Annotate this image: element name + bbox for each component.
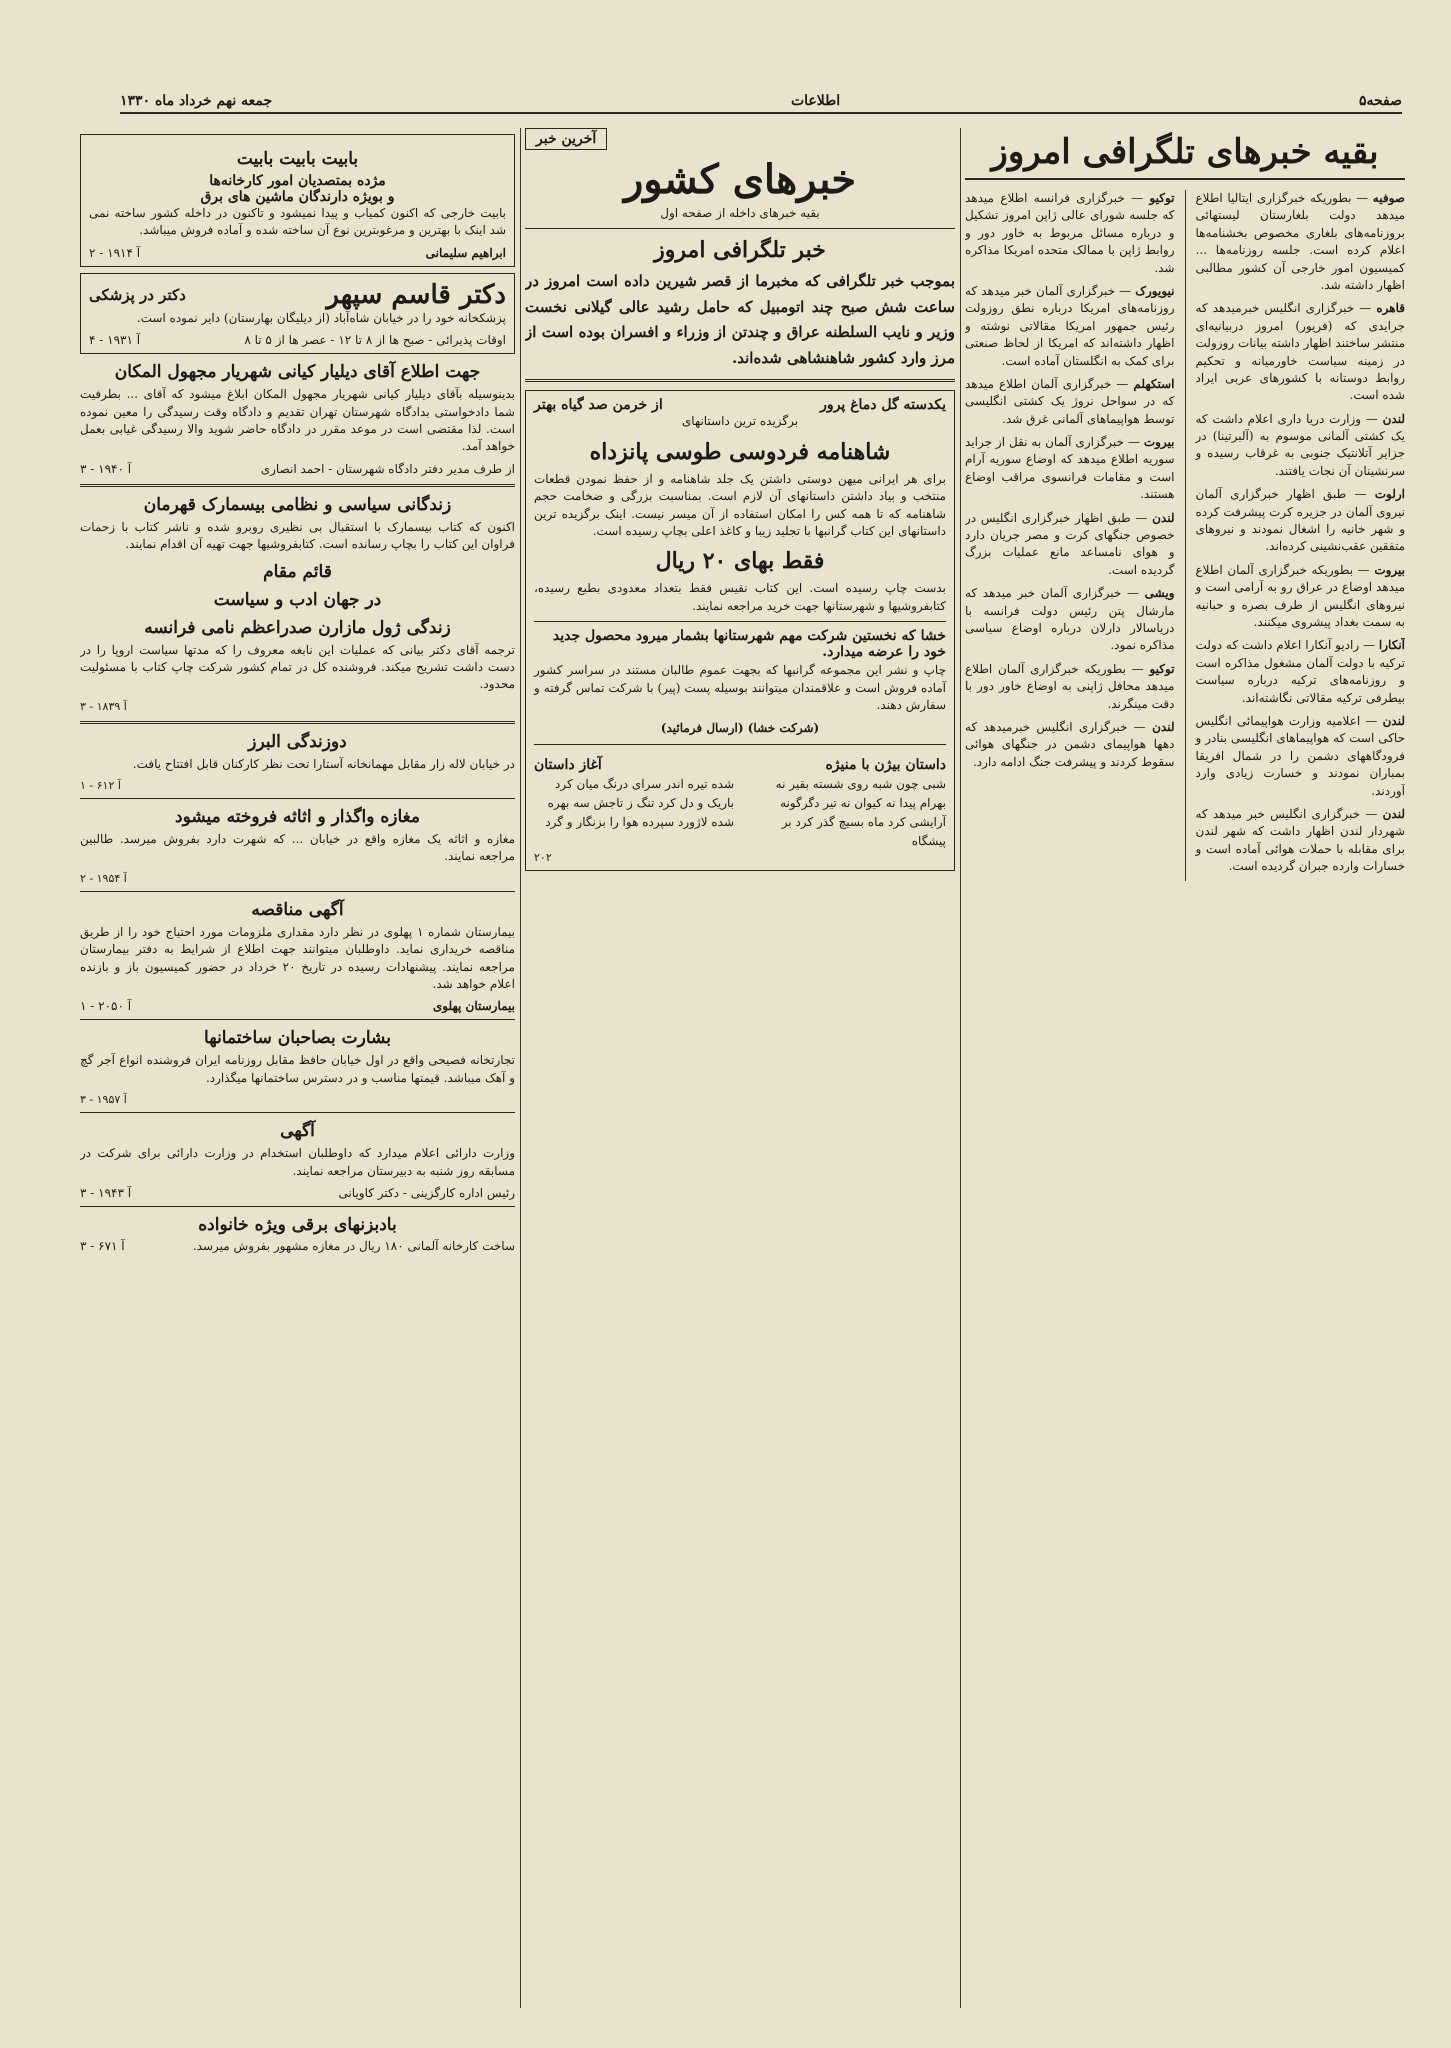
dateline: استکهلم (1133, 376, 1175, 391)
news-item: توکیو — خبرگزاری فرانسه اطلاع میدهد که جلسه شورای عالی ژاپن امروز تشکیل و درباره مسائل مربوط به خاور دور و روابط ژاپن با ممالک متحده امریکا مذاکره شد. (965, 191, 1175, 275)
notice-title: جهت اطلاع آقای دیلیار کیانی شهریار مجهول المکان (114, 362, 481, 383)
dateline: لندن (1152, 719, 1175, 734)
ad2-address: (شرکت خشا) (ارسال فرمائید) (660, 721, 820, 736)
dateline: توکیو (1149, 661, 1175, 676)
dateline: ویشی (1144, 586, 1175, 601)
dateline: لندن (1152, 510, 1175, 525)
book-title: زندگانی سیاسی و نظامی بیسمارک قهرمان (143, 494, 452, 515)
babbitt-sign: ابراهیم سلیمانی (425, 245, 506, 260)
notice2-text: وزارت دارائی اعلام میدارد که داوطلبان استخدام در وزارت دارائی برای شرکت در مسابقه روز شنبه به دبیرستان مراجعه نمایند. (80, 1146, 515, 1178)
poem-right: شبی چون شبه روی شسته بقیر نه بهرام پیدا نه کیوان نه تیر دگرگونه آرایشی کرد ماه بسیچ گذر کرد بر پیشگاه (775, 776, 946, 849)
news-item: لندن — وزارت دریا داری اعلام داشت که یک کشتی آلمانی موسوم به (آلبرتینا) در جزایر آتلانتیک جنوبی به غرقاب رسیده و سرنشینان آن نجات یافتند. (1195, 411, 1405, 478)
ad-title: شاهنامه فردوسی طوسی پانزداه (589, 438, 891, 465)
section-subtitle: بقیه خبرهای داخله از صفحه اول (660, 206, 820, 220)
news-item: استکهلم — خبرگزاری آلمان اطلاع میدهد که در سواحل نروژ یک کشتی انگلیسی توسط هواپیماهای آلمانی غرق شد. (965, 376, 1175, 426)
dateline: لندن (1382, 713, 1405, 728)
tailor-code: آ ۶۱۲ - ۱ (80, 779, 121, 793)
tender-title: آگهی مناقصه (251, 899, 344, 920)
book-text-2: ترجمه آقای دکتر بیانی که عملیات این نابغه معروف را که مدتها سیاست اروپا را در دست داشت تشریح میکند. فروشنده کل در تمام کشور شرکت چاپ کتاب با مسئولیت محدود. (80, 642, 515, 692)
babbitt-code: آ ۱۹۱۴ - ۲ (89, 245, 141, 260)
dateline: ارلوت (1374, 487, 1405, 502)
news-item: لندن — خبرگزاری انگلیس خبرمیدهد که دهها هواپیمای دشمن در جنگهای هوائی سقوط کردند و پیشرفت جنگ ادامه دارد. (965, 719, 1175, 769)
doctor-address: پزشکخانه خود را در خیابان شاه‌آباد (از دیلیگان بهارستان) دایر نموده است. (136, 310, 506, 325)
ad2-text: چاپ و نشر این مجموعه گرانبها که بجهت عموم طالبان مستند در سراسر کشور آماده فروش است و علاقمندان میتوانند بوسیله پست (پیر) با شرکت تماس گرفته و سفارش دهند. (534, 663, 946, 712)
dateline: لندن (1382, 806, 1405, 821)
tender-text: بیمارستان شماره ۱ پهلوی در نظر دارد مقداری ملزومات مورد احتیاج خود را از طریق مناقصه خریداری نماید. داوطلبان میتوانند جهت اطلاع از شرایط به دفتر بیمارستان مراجعه نمایند. پیشنهادات رسیده در تاریخ ۲۰ خرداد در حضور کمیسیون باز و بازنده اعلام خواهد شد. (80, 924, 515, 992)
good-news-title: بشارت بصاحبان ساختمانها (204, 1028, 391, 1049)
news-item: ارلوت — طبق اظهار خبرگزاری آلمان نیروی آلمان در جزیره کرت پیشرفت کرده و شهر خانیه را اشغال نمودند و نیروهای متفقین عقب‌نشینی کرده‌اند. (1195, 487, 1405, 554)
good-news-text: تجارتخانه فصیحی واقع در اول خیابان حافظ مقابل روزنامه ایران فروشنده انواع آجر گچ و آهک میباشد. قیمتها مناسب و در دسترس ساختمانها میگذارد. (80, 1053, 515, 1085)
babbitt-title: بابیت بابیت بابیت (236, 149, 359, 169)
news-item: بیروت — خبرگزاری آلمان به نقل از جراید سوریه اطلاع میدهد که اوضاع سوریه آرام است و مقامات فرانسوی مراقب اوضاع هستند. (965, 435, 1175, 502)
tailor-text: در خیابان لاله زار مقابل مهمانخانه آستارا تحت نظر کارکنان قابل افتتاح یافت. (132, 756, 515, 771)
dateline: قاهره (1376, 301, 1405, 316)
dateline: لندن (1382, 411, 1405, 426)
poem-block (534, 775, 946, 852)
news-item: قاهره — خبرگزاری انگلیس خبرمیدهد که جرایدی که (فریور) امروز دربیانیه‌ای منتشر ساختند اظهار داشته بیانات روزولت در زمینه سیاست خاورمیانه و تحکیم روابط دوستانه با کشورهای عربی ایراد شده است. (1195, 301, 1405, 403)
book-title-2: قائم مقام (263, 561, 332, 582)
tender-sign: بیمارستان پهلوی (432, 999, 515, 1014)
ad-body: برای هر ایرانی میهن دوستی داشتن یک جلد شاهنامه و از حفظ نمودن قطعات منتخب و بیاد داشتن داستانهای آن لازم است. بمناسبت بزرگی و ضخامت حجم شاهنامه که تا همه کس را امکان استفاده از آن میسر نیست. اینک برگزیده ترین داستانهای این کتاب گرانبها با تجلید زیبا و کاغذ اعلی بچاپ رسیده است. (534, 471, 946, 538)
ad-code: ۲۰۲ (534, 851, 552, 865)
right-section-title: بقیه خبرهای تلگرافی امروز (965, 132, 1405, 180)
notice2-code: آ ۱۹۴۳ - ۳ (80, 1185, 132, 1200)
doctor-name: دکتر قاسم سپهر (326, 279, 506, 310)
notice-code: آ ۱۹۴۰ - ۳ (80, 461, 132, 476)
latest-news-tag: آخرین خبر (525, 128, 607, 150)
book-code: آ ۱۸۳۹ - ۳ (80, 699, 127, 713)
ad2-title: خشا که نخستین شرکت مهم شهرستانها بشمار میرود محصول جدید خود را عرضه میدارد. (552, 628, 946, 661)
notice2-sign: رئیس اداره کارگزینی - دکتر کاویانی (338, 1185, 515, 1200)
poem-title-left: آغاز داستان (534, 756, 602, 773)
shop-title: مغازه واگذار و اثاثه فروخته میشود (175, 807, 420, 828)
ad-slogan-left: از خرمن صد گیاه بهتر (534, 397, 663, 414)
right-subcolumn-b (965, 190, 1175, 881)
right-column (965, 128, 1405, 2008)
babbitt-sub2: و بویژه دارندگان ماشین های برق (200, 189, 395, 205)
shop-code: آ ۱۹۵۴ - ۲ (80, 871, 127, 885)
masthead (120, 90, 1402, 114)
news-item: توکیو — بطوریکه خبرگزاری آلمان اطلاع میدهد محافل ژاپنی به اوضاع خاور دور با دقت مینگرند. (965, 661, 1175, 711)
book-title-3: در جهان ادب و سیاست (213, 589, 382, 610)
shop-text: مغازه و اثاثه یک مغازه واقع در خیابان ... که شهرت دارد بفروش میرسد. طالبین مراجعه نمایند. (80, 832, 515, 864)
notice2-title: آگهی (280, 1121, 315, 1142)
fans-title: بادبزنهای برقی ویژه خانواده (198, 1214, 397, 1235)
news-item: آنکارا — رادیو آنکارا اعلام داشت که دولت ترکیه با دولت آلمان مشغول مذاکره است و روزنامه‌های ترکیه درباره سیاست بیطرفی ترکیه مقالاتی نگاشته‌اند. (1195, 638, 1405, 705)
news-item: لندن — خبرگزاری انگلیس خبر میدهد که شهردار لندن اظهار داشت که شهر لندن برای مقابله با حملات هوائی آماده است و خسارات وارده جبران گردیده است. (1195, 806, 1405, 874)
headline: خبر تلگرافی امروز (654, 237, 826, 264)
shahnameh-ad (525, 390, 955, 871)
doctor-code: آ ۱۹۳۱ - ۴ (89, 333, 141, 348)
dateline: توکیو (1149, 191, 1175, 205)
doctor-degree: دکتر در پزشکی (89, 285, 186, 304)
ad-subtitle: برگزیده ترین داستانهای (681, 414, 799, 429)
babbitt-ad (80, 134, 515, 267)
news-item: بیروت — بطوریکه خبرگزاری آلمان اطلاع میدهد اوضاع در عراق رو به آرامی است و نیروهای انگلیس از طرف بصره و حبانیه به سمت بغداد پیشروی میکنند. (1195, 562, 1405, 629)
fans-text: ساخت کارخانه آلمانی ۱۸۰ ریال در مغازه مشهور بفروش میرسد. (192, 1238, 515, 1253)
doctor-ad (80, 273, 515, 354)
news-item: ویشی — خبرگزاری آلمان خبر میدهد که مارشال پتن رئیس دولت فرانسه با دریاسالار دارلان درباره اوضاع سیاسی مذاکره نمود. (965, 586, 1175, 653)
column-rule (520, 128, 521, 2008)
column-rule (960, 128, 961, 2008)
poem-title-right: داستان بیژن با منیژه (825, 756, 946, 773)
dateline: صوفیه (1372, 191, 1405, 205)
right-subcolumn-a (1196, 190, 1406, 881)
news-item: نیویورک — خبرگزاری آلمان خبر میدهد که روزنامه‌های امریکا درباره نطق روزولت رئیس جمهور امریکا مقالاتی نوشته و اظهار داشته‌اند که امریکا از لحاظ صنعتی برای کمک به انگلستان آماده است. (965, 283, 1175, 368)
poem-left: شده تیره اندر سرای درنگ میان کرد باریک و دل کرد تنگ ز تاجش سه بهره شده لاژورد سپرده هوا را بزنگار و گرد (545, 776, 734, 830)
page-label: صفحه۵ (1358, 93, 1402, 109)
good-news-code: آ ۱۹۵۷ - ۳ (80, 1093, 127, 1107)
dateline: آنکارا (1378, 638, 1405, 653)
section-title: خبرهای کشور (623, 156, 857, 203)
lead-paragraph: بموجب خبر تلگرافی که مخبرما از قصر شیرین داده است امروز در ساعت شش صبح چند اتومبیل که حامل رشید عالی گیلانی نخست وزیر و نایب السلطنه عراق و چندتن از وزراء و افسران بوده است از مرز وارد کشور شاهنشاهی شده‌اند. (525, 272, 955, 367)
notice-text: بدینوسیله بآقای دیلیار کیانی شهریار مجهول المکان ابلاغ میشود که آقای ... بطرفیت شما دادخواستی بدادگاه شهرستان تهران تقدیم و دادگاه وقت رسیدگی را معین نموده است. لذا مقتضی است در موعد مقرر در دادگاه حاضر شوید والا رسیدگی غیابی بعمل خواهد آمد. (80, 387, 515, 454)
ad-note: بدست چاپ رسیده است. این کتاب نفیس فقط بتعداد معدودی بطبع رسیده، کتابفروشیها و شهرستانها جهت خرید مراجعه نمایند. (534, 581, 946, 613)
tailor-title: دوزندگی البرز (248, 731, 347, 752)
dateline: بیروت (1374, 562, 1405, 577)
issue-date: جمعه نهم خرداد ماه ۱۳۳۰ (120, 93, 273, 109)
tender-code: آ ۲۰۵۰ - ۱ (80, 999, 132, 1014)
dateline: بیروت (1143, 435, 1175, 450)
news-item: لندن — اعلامیه وزارت هواپیمائی انگلیس حاکی است که هواپیماهای انگلیسی بنادر و فرودگاههای دشمن را در شمال افریقا بمباران نمودند و خسارت زیادی وارد آوردند. (1195, 713, 1405, 798)
dateline: نیویورک (1135, 283, 1175, 298)
ad-price: فقط بهای ۲۰ ریال (655, 548, 825, 575)
middle-column (525, 128, 955, 2008)
news-item: صوفیه — بطوریکه خبرگزاری ایتالیا اطلاع میدهد دولت بلغارستان لیستهائی بروزنامه‌های بلغاری مخصوص بخشنامه‌ها اعلام کرده است. جلسه روزنامه‌ها ... کمیسیون امور خارجی آن کشور مطالبی اظهار داشته شد. (1195, 191, 1405, 292)
book-text: اکنون که کتاب بیسمارک با استقبال بی نظیری روبرو شده و ناشر کتاب با زحمات فراوان این کتاب را بچاپ رسانده است. کتابفروشیها جهت تهیه آن اقدام نمایند. (80, 519, 515, 552)
subcolumn-rule (1185, 190, 1186, 881)
notice-sign: از طرف مدیر دفتر دادگاه شهرستان - احمد انصاری (260, 461, 515, 476)
left-column (80, 128, 515, 2008)
doctor-hours: اوقات پذیرائی - صبح ها از ۸ تا ۱۲ - عصر ها از ۵ تا ۸ (244, 333, 506, 348)
book-title-4: زندگی ژول مازارن صدراعظم نامی فرانسه (144, 617, 451, 638)
babbitt-sub1: مژده بمتصدیان امور کارخانه‌ها (209, 173, 386, 189)
ad-slogan-right: یکدسته گل دماغ پرور (820, 397, 946, 414)
paper-name: اطلاعات (790, 93, 841, 109)
fans-code: آ ۶۷۱ - ۳ (80, 1238, 125, 1253)
news-item: لندن — طبق اظهار خبرگزاری انگلیس در خصوص جنگهای کرت و مصر جریان دارد و هوای نامساعد مانع عملیات بزرگ گردیده است. (965, 510, 1175, 577)
babbitt-text: بابیت خارجی که اکنون کمیاب و پیدا نمیشود و تاکنون در داخله کشور ساخته نمی شد اینک با بهترین و مرغوبترین نوع آن ساخته شده و آماده فروش میباشد. (89, 206, 506, 238)
